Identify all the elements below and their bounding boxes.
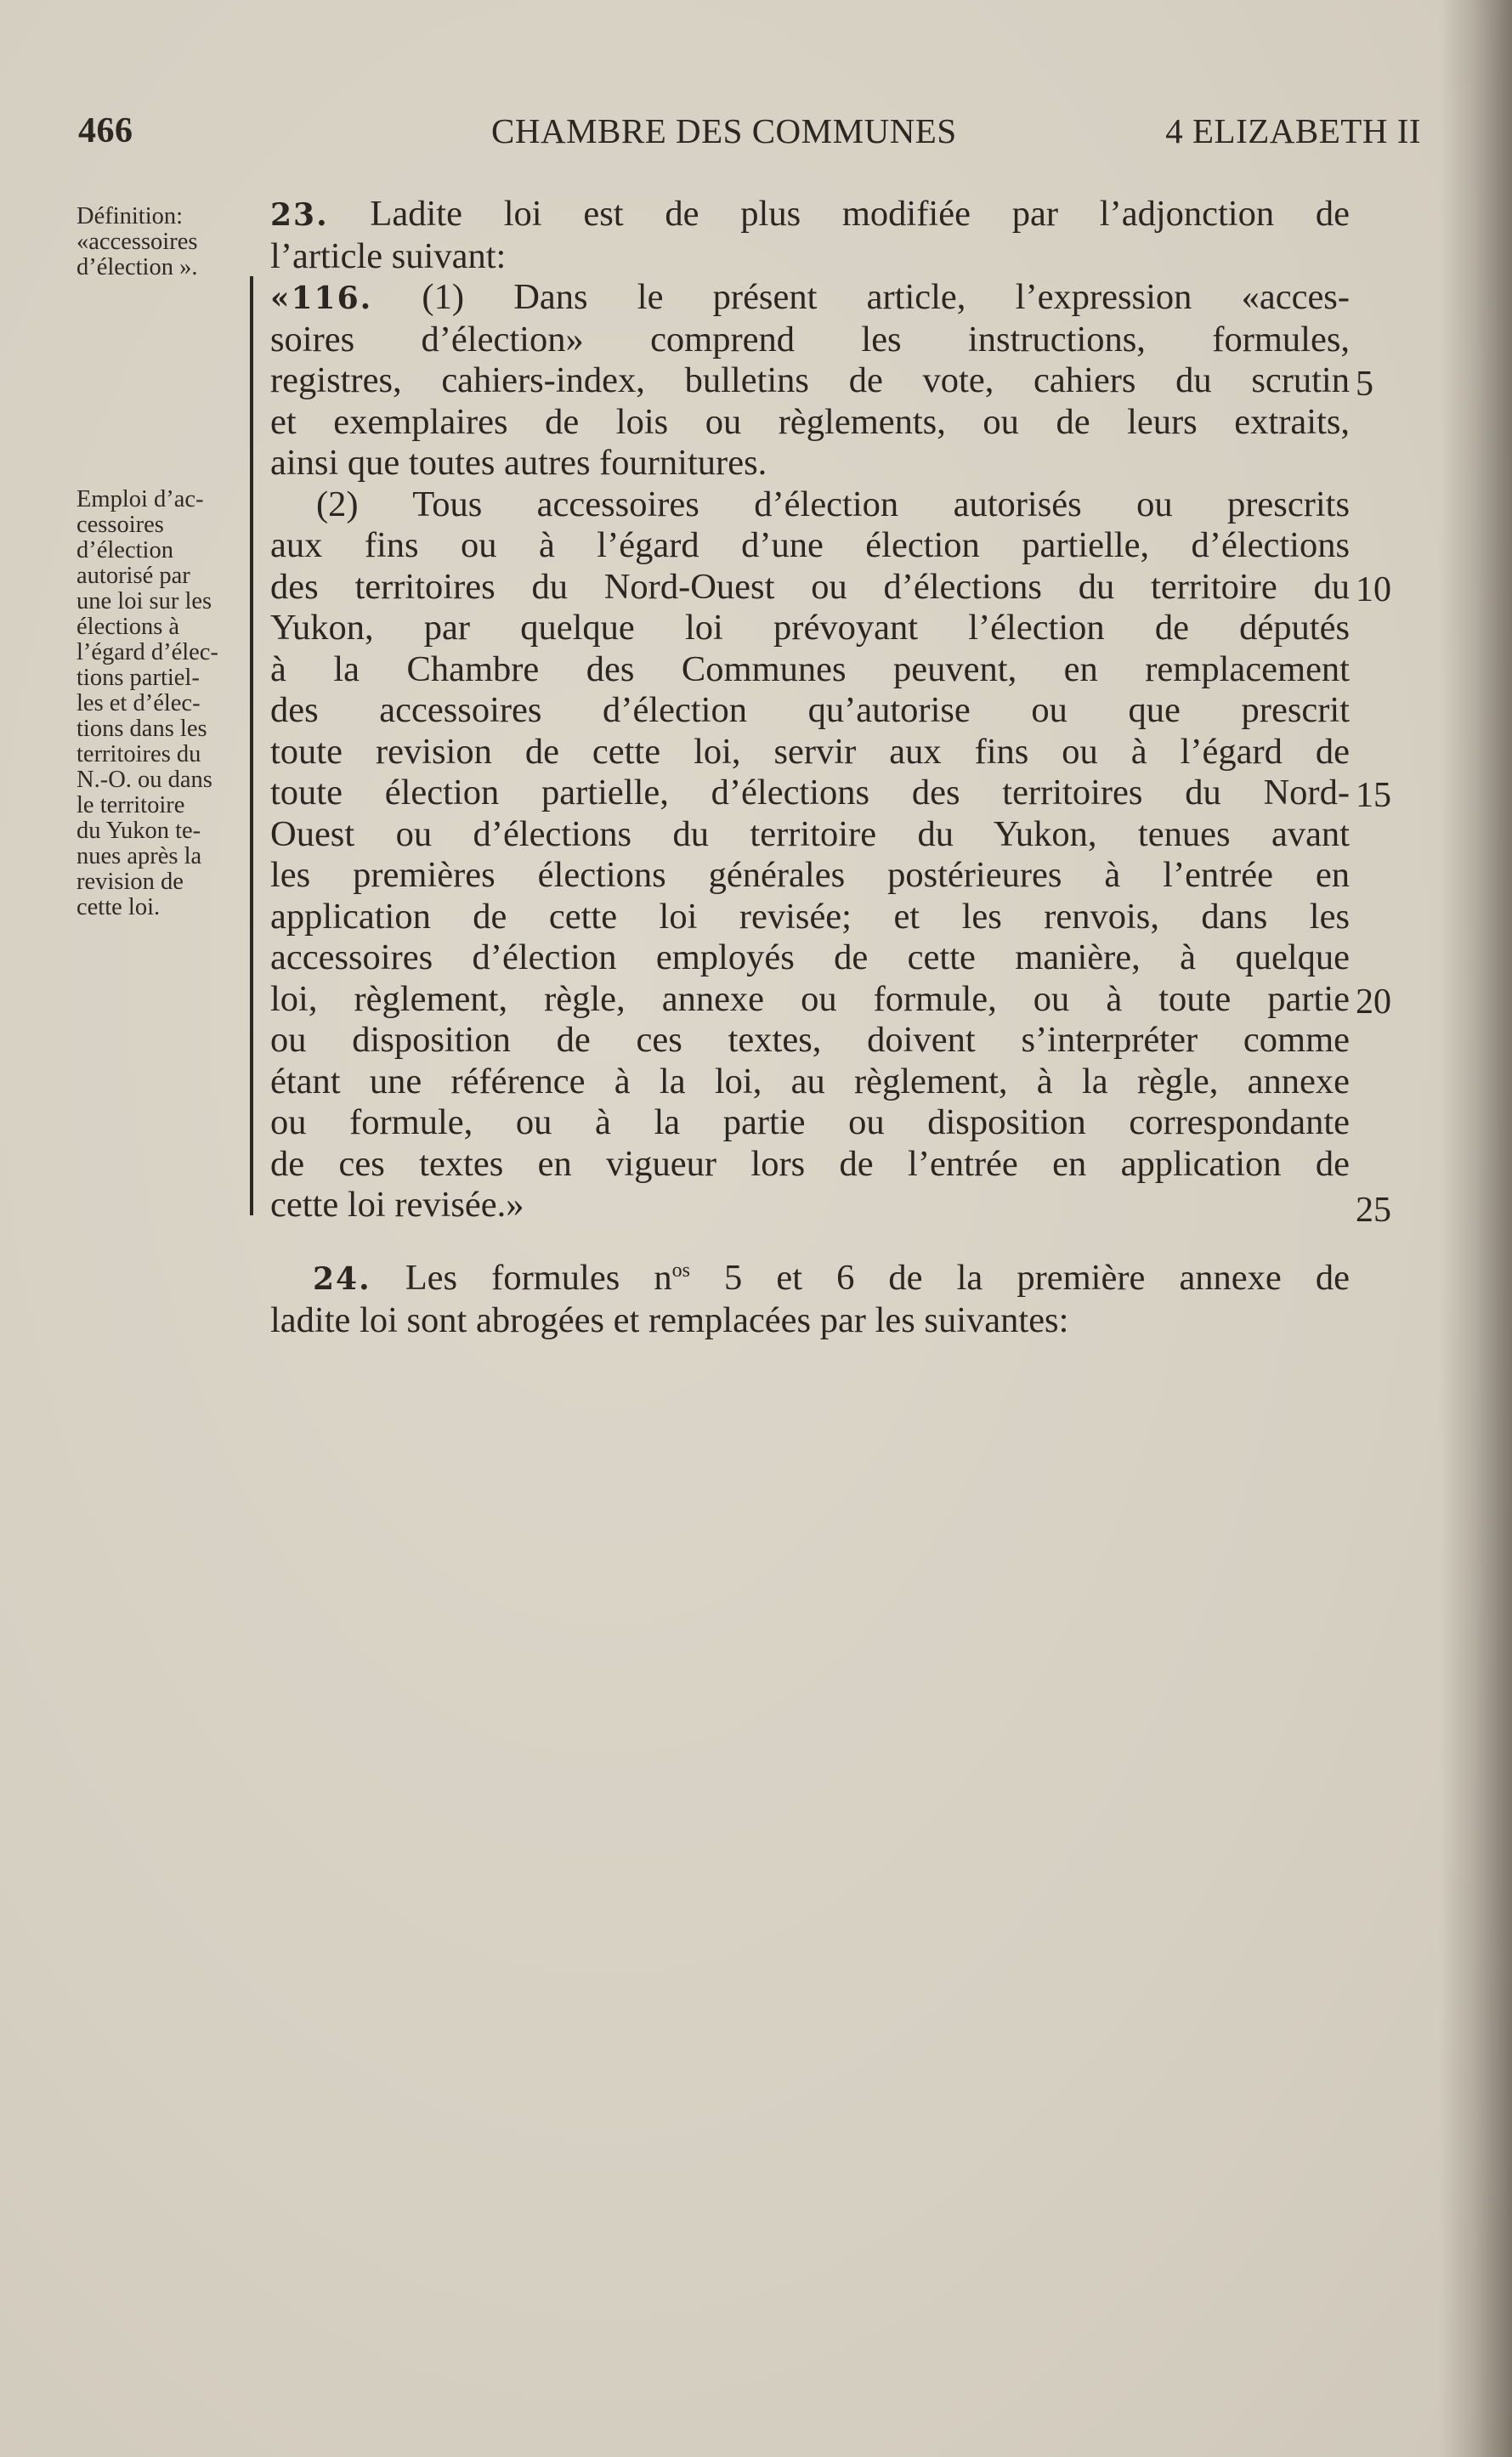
text-line [270, 194, 1350, 236]
text-line: et exemplaires de lois ou règlements, ou de leurs extraits, [270, 401, 1350, 442]
text-line: ou formule, ou à la partie ou disposition correspondante [270, 1102, 1350, 1142]
text-fragment: Ladite loi est de plus modifiée par l’adjonction de [328, 194, 1350, 234]
text-line: (2) Tous accessoires d’élection autorisés ou prescrits [316, 484, 1350, 524]
amendment-side-rule [250, 276, 253, 1215]
margin-note-line: autorisé par [76, 563, 190, 589]
margin-note-line: Définition: [76, 203, 184, 229]
regnal-year: 4 ELIZABETH II [1165, 111, 1421, 150]
margin-note-line: d’élection ». [76, 254, 198, 280]
text-line [270, 1258, 1350, 1300]
margin-note-definition [76, 204, 246, 280]
margin-note-line: élections à [76, 614, 180, 640]
text-line: soires d’élection» comprend les instructions, formules, [270, 319, 1350, 359]
text-line: application de cette loi revisée; et les renvois, dans les [270, 896, 1350, 937]
line-number: 15 [1356, 776, 1391, 815]
superscript: os [671, 1259, 690, 1282]
page-header [78, 110, 1421, 161]
running-title: CHAMBRE DES COMMUNES [491, 111, 957, 150]
text-line: à la Chambre des Communes peuvent, en remplacement [270, 648, 1350, 689]
text-line: ladite loi sont abrogées et remplacées par les suivantes: [270, 1299, 1069, 1340]
margin-note-line: nues après la [76, 843, 202, 869]
page-number: 466 [78, 111, 133, 150]
margin-note-line: tions partiel- [76, 665, 200, 691]
text-line: des accessoires d’élection qu’autorise ou que prescrit [270, 690, 1350, 730]
text-line: de ces textes en vigueur lors de l’entrée en application de [270, 1143, 1350, 1184]
section-23 [270, 194, 1350, 1226]
margin-note-line: d’élection [76, 537, 173, 563]
margin-note-line: du Yukon te- [76, 818, 201, 844]
margin-note-line: cessoires [76, 512, 164, 538]
inserted-article-number: «116. [270, 280, 373, 316]
margin-note-line: territoires du [76, 741, 201, 767]
line-number: 5 [1356, 365, 1373, 404]
margin-note-emploi [76, 487, 246, 920]
margin-note-line: Emploi d’ac- [76, 486, 204, 512]
line-number: 20 [1356, 982, 1391, 1022]
text-fragment: (1) Dans le présent article, l’expression «acces- [372, 277, 1350, 317]
margin-note-line: une loi sur les [76, 588, 212, 614]
margin-note-line: «accessoires [76, 229, 198, 255]
text-line: Ouest ou d’élections du territoire du Yukon, tenues avant [270, 813, 1350, 854]
section-24 [270, 1258, 1350, 1341]
text-fragment: Les formules n [371, 1258, 672, 1298]
margin-note-line: tions dans les [76, 716, 207, 742]
margin-note-line: les et d’élec- [76, 690, 201, 716]
text-line [270, 277, 1350, 320]
text-line: l’article suivant: [270, 235, 507, 276]
section-number: 23. [270, 197, 329, 233]
margin-note-line: N.-O. ou dans [76, 767, 212, 793]
margin-note-line: le territoire [76, 792, 185, 818]
line-number: 25 [1356, 1191, 1391, 1230]
line-number: 10 [1356, 570, 1391, 609]
text-line: registres, cahiers-index, bulletins de vote, cahiers du scrutin [270, 360, 1350, 400]
text-line: ou disposition de ces textes, doivent s’interpréter comme [270, 1020, 1350, 1060]
text-line: ainsi que toutes autres fournitures. [270, 443, 767, 483]
text-line: étant une référence à la loi, au règlement, à la règle, annexe [270, 1061, 1350, 1101]
text-fragment: 5 et 6 de la première annexe de [689, 1258, 1350, 1298]
text-line: loi, règlement, règle, annexe ou formule, ou à toute partie [270, 978, 1350, 1019]
text-line: aux fins ou à l’égard d’une élection partielle, d’élections [270, 525, 1350, 565]
text-line: Yukon, par quelque loi prévoyant l’élection de députés [270, 608, 1350, 648]
text-line: les premières élections générales postérieures à l’entrée en [270, 855, 1350, 895]
margin-note-line: revision de [76, 869, 184, 895]
text-line: accessoires d’élection employés de cette manière, à quelque [270, 937, 1350, 977]
text-line: des territoires du Nord-Ouest ou d’élections du territoire du [270, 566, 1350, 607]
margin-note-line: l’égard d’élec- [76, 639, 218, 665]
text-line: toute revision de cette loi, servir aux fins ou à l’égard de [270, 731, 1350, 772]
section-number: 24. [313, 1261, 371, 1297]
text-line: cette loi revisée.» [270, 1185, 524, 1225]
margin-note-line: cette loi. [76, 894, 161, 920]
text-line: toute élection partielle, d’élections des territoires du Nord- [270, 773, 1350, 812]
